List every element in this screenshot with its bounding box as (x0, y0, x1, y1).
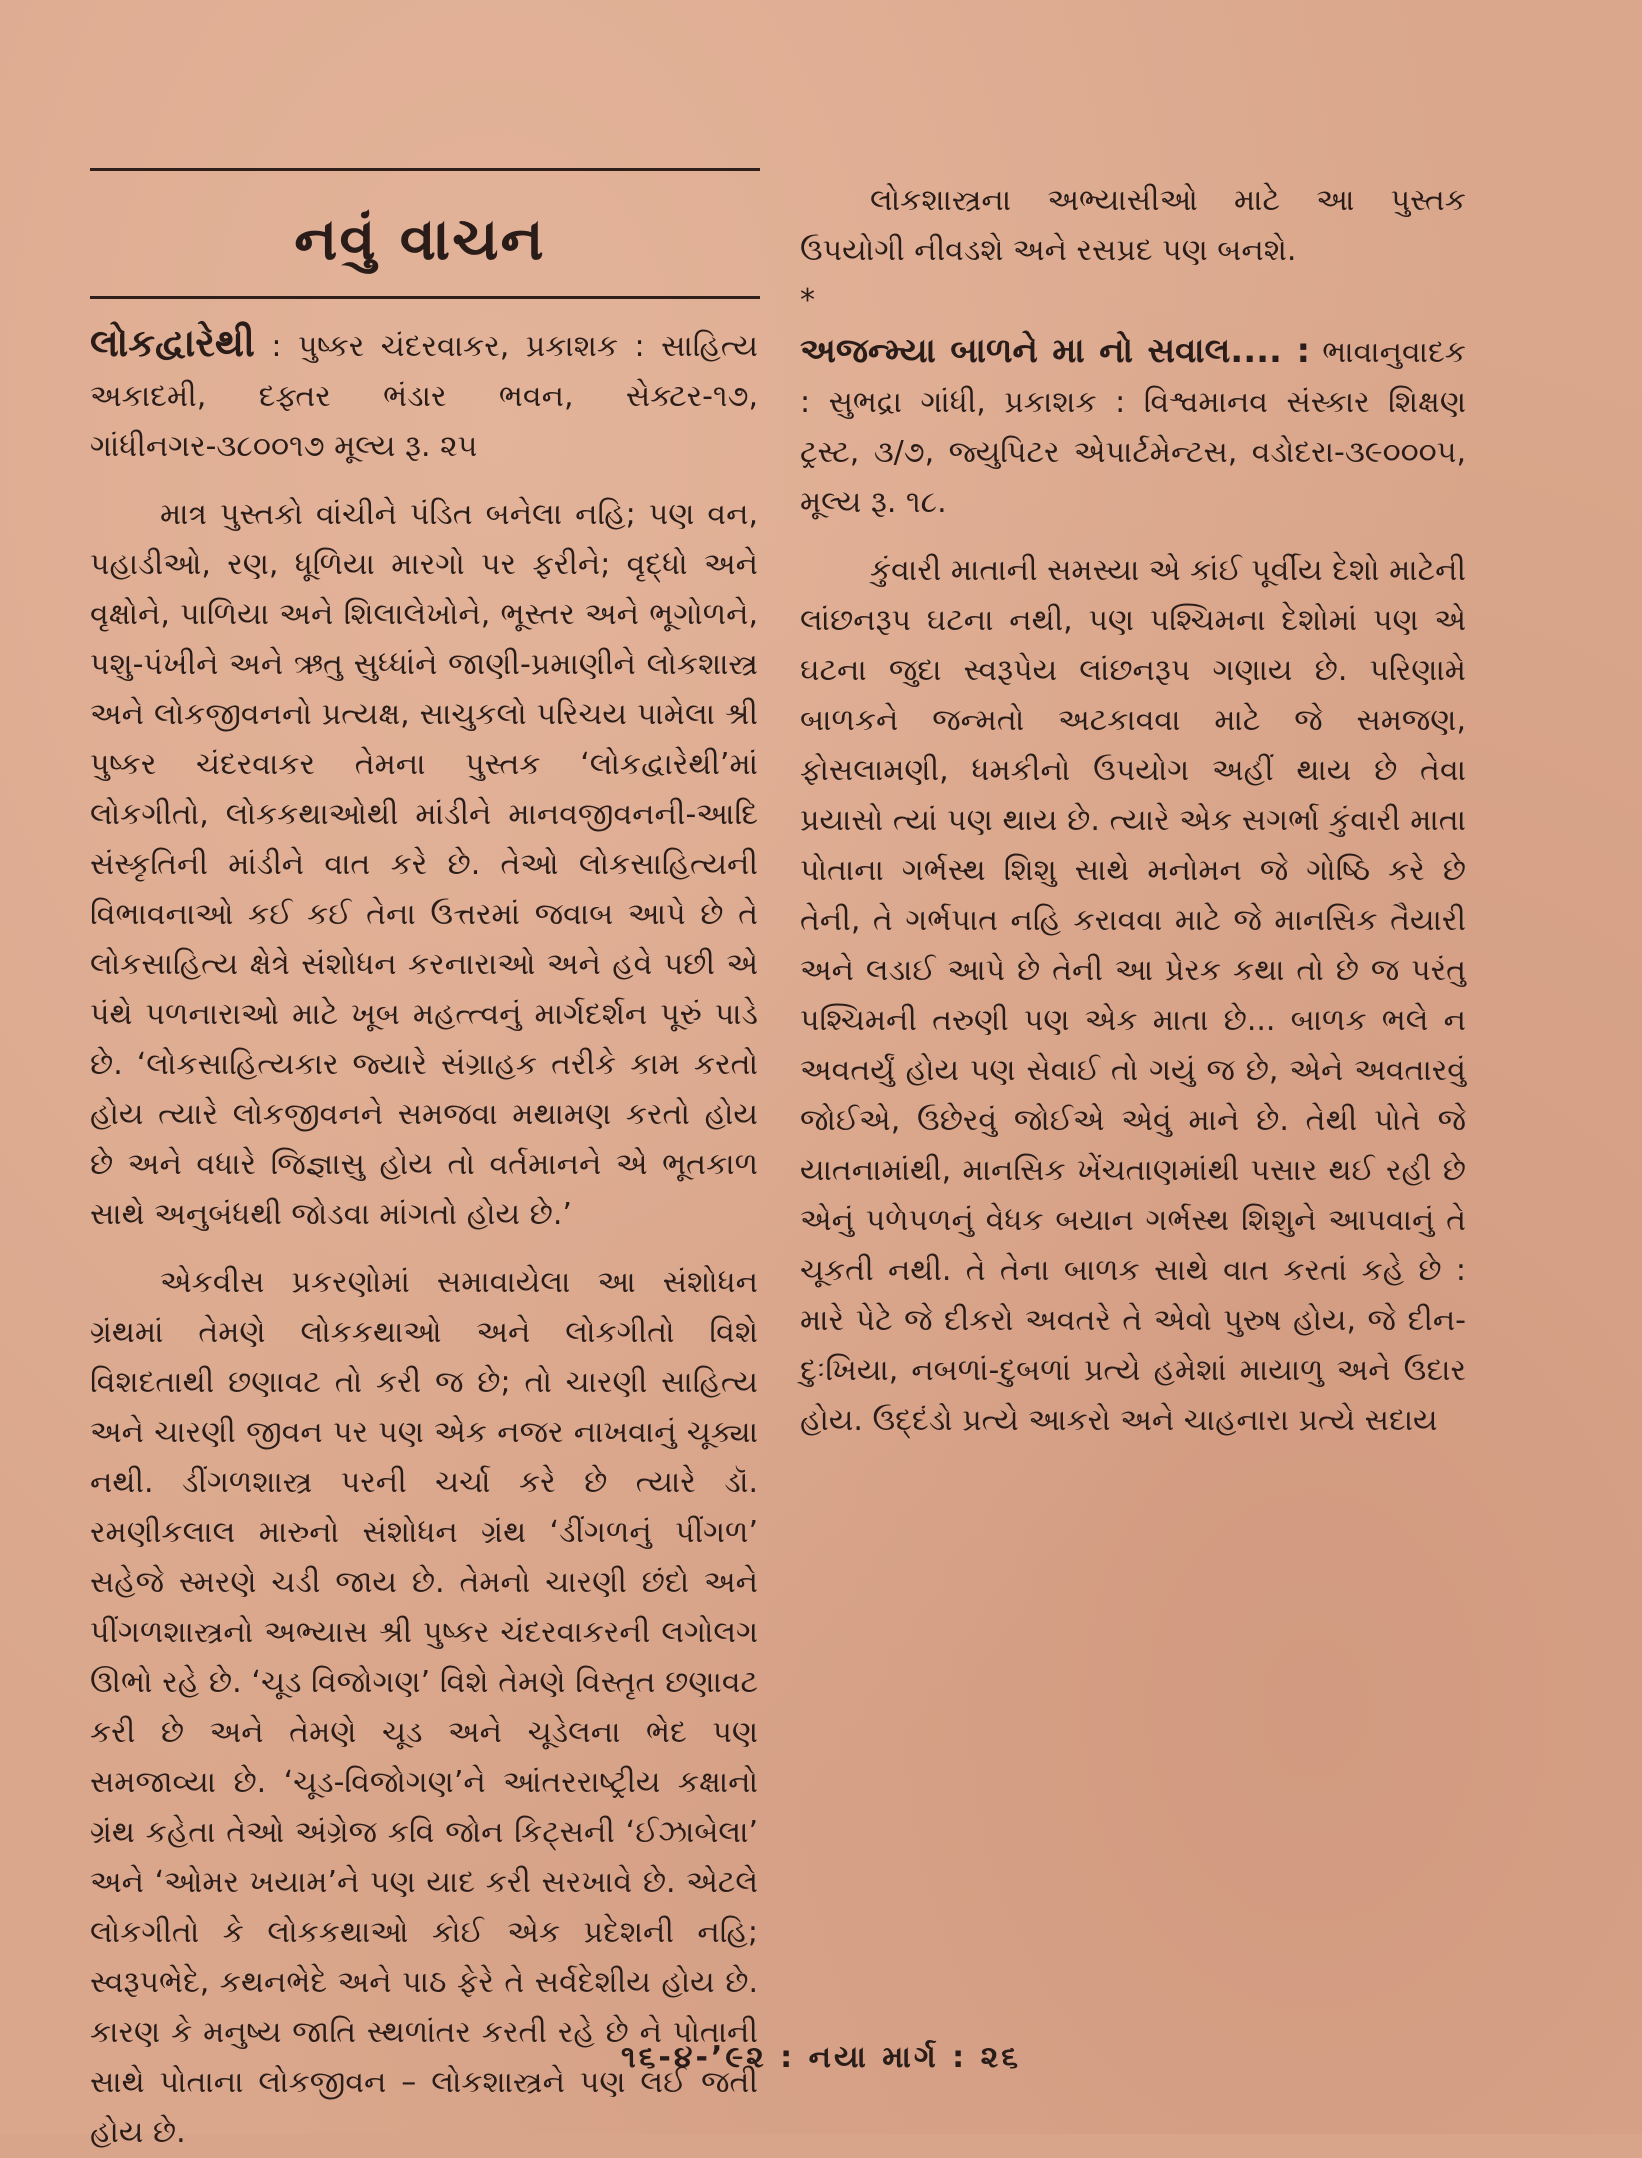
spacer (800, 528, 1466, 546)
page-footer: ૧૬-૪-’૯૨ : નયા માર્ગ : ૨૬ (620, 2040, 1022, 2075)
review1-heading (90, 318, 758, 472)
spacer (800, 158, 1466, 176)
review1-title: લોકદ્વારેથી (90, 321, 255, 365)
spacer (90, 1240, 758, 1258)
spacer (90, 472, 758, 490)
right-column (800, 158, 1466, 1446)
separator-star: * (800, 283, 815, 318)
review1-details: પુષ્કર ચંદરવાકર, પ્રકાશક : સાહિત્ય અકાદમી, દફ્તર ભંડાર ભવન, સેક્ટર-૧૭, ગાંધીનગર-૩૮૦૦૧૭ મૂલ્ય રૂ. ૨૫ (90, 329, 758, 464)
review2-paragraph: કુંવારી માતાની સમસ્યા એ કાંઈ પૂર્વીય દેશો માટેની લાંછનરૂપ ઘટના નથી, પણ પશ્ચિમના દેશોમાં પણ એ ઘટના જુદા સ્વરૂપેય લાંછનરૂપ ગણાય છે. પરિણામે બાળકને જન્મતો અટકાવવા માટે જે સમજણ, ફોસલામણી, ધમકીનો ઉપયોગ અહીં થાય છે તેવા પ્રયાસો ત્યાં પણ થાય છે. ત્યારે એક સગર્ભા કુંવારી માતા પોતાના ગર્ભસ્થ શિશુ સાથે મનોમન જે ગોષ્ઠિ કરે છે તેની, તે ગર્ભપાત નહિ કરાવવા માટે જે માનસિક તૈયારી અને લડાઈ આપે છે તેની આ પ્રેરક કથા તો છે જ પરંતુ પશ્ચિમની તરુણી પણ એક માતા છે... બાળક ભલે ન અવતર્યું હોય પણ સેવાઈ તો ગયું જ છે, એને અવતારવું જોઈએ, ઉછેરવું જોઈએ એવું માને છે. તેથી પોતે જે યાતનામાંથી, માનસિક ખેંચતાણમાંથી પસાર થઈ રહી છે એનું પળેપળનું વેધક બયાન ગર્ભસ્થ શિશુને આપવાનું તે ચૂકતી નથી. તે તેના બાળક સાથે વાત કરતાં કહે છે : મારે પેટે જે દીકરો અવતરે તે એવો પુરુષ હોય, જે દીન-દુઃખિયા, નબળાં-દુબળાં પ્રત્યે હમેશાં માયાળુ અને ઉદાર હોય. ઉદ્દંડો પ્રત્યે આકરો અને ચાહનારા પ્રત્યે સદાય (800, 553, 1466, 1438)
top-rule (90, 168, 760, 171)
review1-title-colon: : (254, 329, 298, 364)
title-underline (90, 296, 760, 299)
review1-paragraph-2: એકવીસ પ્રકરણોમાં સમાવાયેલા આ સંશોધન ગ્રંથમાં તેમણે લોકકથાઓ અને લોકગીતો વિશે વિશદતાથી છણાવટ તો કરી જ છે; તો ચારણી સાહિત્ય અને ચારણી જીવન પર પણ એક નજર નાખવાનું ચૂક્યા નથી. ડીંગળશાસ્ત્ર પરની ચર્ચા કરે છે ત્યારે ડૉ. રમણીકલાલ મારુનો સંશોધન ગ્રંથ ‘ડીંગળનું પીંગળ’ સહેજે સ્મરણે ચડી જાય છે. તેમનો ચારણી છંદો અને પીંગળશાસ્ત્રનો અભ્યાસ શ્રી પુષ્કર ચંદરવાકરની લગોલગ ઊભો રહે છે. ‘ચૂડ વિજોગણ’ વિશે તેમણે વિસ્તૃત છણાવટ કરી છે અને તેમણે ચૂડ અને ચૂડેલના ભેદ પણ સમજાવ્યા છે. ‘ચૂડ-વિજોગણ’ને આંતરરાષ્ટ્રીય કક્ષાનો ગ્રંથ કહેતા તેઓ અંગ્રેજ કવિ જોન કિટ્સની ‘ઈઝાબેલા’ અને ‘ઓમર ખયામ’ને પણ યાદ કરી સરખાવે છે. એટલે લોકગીતો કે લોકકથાઓ કોઈ એક પ્રદેશની નહિ; સ્વરૂપભેદે, કથનભેદે અને પાઠ ફેરે તે સર્વદેશીય હોય છે. કારણ કે મનુષ્ય જાતિ સ્થળાંતર કરતી રહે છે ને પોતાની સાથે પોતાના લોકજીવન – લોકશાસ્ત્રને પણ લઈ જતી હોય છે. (90, 1265, 758, 2150)
review1-paragraph-3: લોકશાસ્ત્રના અભ્યાસીઓ માટે આ પુસ્તક ઉપયોગી નીવડશે અને રસપ્રદ પણ બનશે. (800, 183, 1466, 268)
review2-heading (800, 326, 1466, 528)
review1-paragraph-1: માત્ર પુસ્તકો વાંચીને પંડિત બનેલા નહિ; પણ વન, પહાડીઓ, રણ, ધૂળિયા મારગો પર ફરીને; વૃદ્ધો અને વૃક્ષોને, પાળિયા અને શિલાલેખોને, ભૂસ્તર અને ભૂગોળને, પશુ-પંખીને અને ઋતુ સુધ્ધાંને જાણી-પ્રમાણીને લોકશાસ્ત્ર અને લોકજીવનનો પ્રત્યક્ષ, સાચુકલો પરિચય પામેલા શ્રી પુષ્કર ચંદરવાકર તેમના પુસ્તક ‘લોકદ્વારેથી’માં લોકગીતો, લોકકથાઓથી માંડીને માનવજીવનની-આદિ સંસ્કૃતિની માંડીને વાત કરે છે. તેઓ લોકસાહિત્યની વિભાવનાઓ કઈ કઈ તેના ઉત્તરમાં જવાબ આપે છે તે લોકસાહિત્ય ક્ષેત્રે સંશોધન કરનારાઓ અને હવે પછી એ પંથે પળનારાઓ માટે ખૂબ મહત્ત્વનું માર્ગદર્શન પૂરું પાડે છે. ‘લોકસાહિત્યકાર જ્યારે સંગ્રાહક તરીકે કામ કરતો હોય ત્યારે લોકજીવનને સમજવા મથામણ કરતો હોય છે અને વધારે જિજ્ઞાસુ હોય તો વર્તમાનને એ ભૂતકાળ સાથે અનુબંધથી જોડવા માંગતો હોય છે.’ (90, 497, 758, 1232)
section-title: નવું વાચન (294, 205, 546, 273)
review2-details: ભાવાનુવાદક : સુભદ્રા ગાંધી, પ્રકાશક : વિશ્વમાનવ સંસ્કાર શિક્ષણ ટ્રસ્ટ, ૩/૭, જ્યુપિટર એપાર્ટમેન્ટસ, વડોદરા-૩૯૦૦૦૫, મૂલ્ય રૂ. ૧૮. (800, 335, 1466, 520)
review2-title: અજન્મ્યા બાળને મા નો સવાલ.... : (800, 331, 1311, 371)
left-column (90, 318, 758, 2158)
